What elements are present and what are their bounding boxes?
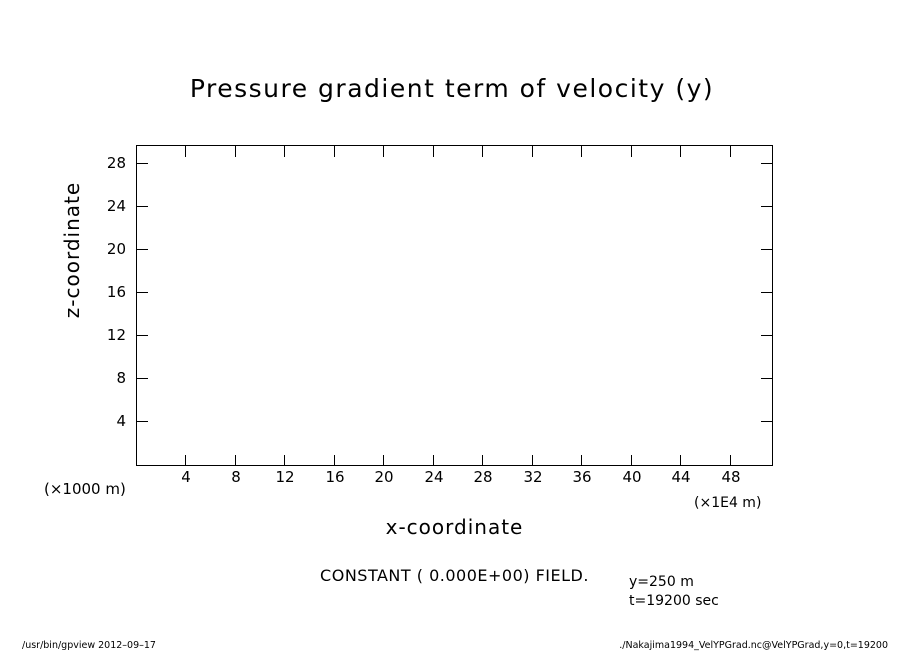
- x-tick-label: 36: [572, 468, 592, 486]
- constant-field-note: CONSTANT ( 0.000E+00) FIELD.: [320, 566, 589, 585]
- y-tick-label: 24: [106, 197, 126, 215]
- x-tick-mark-top: [581, 146, 582, 157]
- x-tick-label: 4: [181, 468, 191, 486]
- y-tick-mark-right: [761, 163, 772, 164]
- x-tick-mark: [185, 455, 186, 466]
- x-tick-label: 8: [231, 468, 241, 486]
- x-tick-mark: [284, 455, 285, 466]
- y-tick-mark: [137, 335, 148, 336]
- x-tick-mark: [433, 455, 434, 466]
- page-title: Pressure gradient term of velocity (y): [189, 74, 715, 103]
- x-tick-mark-top: [532, 146, 533, 157]
- y-tick-label: 12: [106, 326, 126, 344]
- info-t-value: t=19200 sec: [629, 593, 719, 609]
- info-y-value: y=250 m: [629, 574, 694, 590]
- x-tick-label: 20: [374, 468, 394, 486]
- y-tick-mark: [137, 378, 148, 379]
- y-axis-title: z-coordinate: [60, 181, 84, 319]
- y-tick-label: 20: [106, 240, 126, 258]
- plot-info-block: [629, 573, 719, 611]
- x-tick-label: 24: [424, 468, 444, 486]
- y-tick-mark-right: [761, 206, 772, 207]
- x-tick-mark-top: [730, 146, 731, 157]
- y-tick-label: 28: [106, 154, 126, 172]
- x-tick-mark: [730, 455, 731, 466]
- y-tick-mark-right: [761, 335, 772, 336]
- y-tick-mark: [137, 163, 148, 164]
- y-tick-mark-right: [761, 378, 772, 379]
- x-tick-label: 16: [325, 468, 345, 486]
- y-tick-mark: [137, 206, 148, 207]
- x-tick-mark-top: [185, 146, 186, 157]
- y-tick-label: 4: [116, 412, 126, 430]
- footer-source-path: ./Nakajima1994_VelYPGrad.nc@VelYPGrad,y=0,t=19200: [619, 640, 888, 651]
- y-tick-mark-right: [761, 421, 772, 422]
- x-tick-label: 12: [275, 468, 295, 486]
- y-tick-mark-right: [761, 292, 772, 293]
- x-tick-mark: [581, 455, 582, 466]
- y-tick-label: 16: [106, 283, 126, 301]
- x-tick-label: 28: [473, 468, 493, 486]
- x-unit-annotation: (×1E4 m): [694, 495, 762, 511]
- plot-area: [136, 145, 773, 466]
- x-tick-mark-top: [235, 146, 236, 157]
- x-tick-mark-top: [334, 146, 335, 157]
- y-tick-label: 8: [116, 369, 126, 387]
- x-tick-label: 32: [523, 468, 543, 486]
- x-tick-label: 48: [721, 468, 741, 486]
- x-tick-mark: [235, 455, 236, 466]
- x-tick-mark: [680, 455, 681, 466]
- x-tick-mark-top: [631, 146, 632, 157]
- footer-command-and-date: /usr/bin/gpview 2012–09–17: [22, 640, 156, 651]
- x-tick-mark: [334, 455, 335, 466]
- x-tick-label: 40: [622, 468, 642, 486]
- x-tick-mark: [532, 455, 533, 466]
- x-tick-mark-top: [433, 146, 434, 157]
- y-unit-annotation: (×1000 m): [44, 480, 126, 498]
- y-tick-mark-right: [761, 249, 772, 250]
- x-tick-mark-top: [680, 146, 681, 157]
- x-tick-mark: [631, 455, 632, 466]
- y-tick-mark: [137, 421, 148, 422]
- x-tick-mark: [482, 455, 483, 466]
- y-tick-mark: [137, 249, 148, 250]
- x-tick-mark: [383, 455, 384, 466]
- y-tick-mark: [137, 292, 148, 293]
- x-tick-mark-top: [284, 146, 285, 157]
- x-tick-label: 44: [671, 468, 691, 486]
- x-axis-title: x-coordinate: [385, 515, 524, 539]
- x-tick-mark-top: [383, 146, 384, 157]
- x-tick-mark-top: [482, 146, 483, 157]
